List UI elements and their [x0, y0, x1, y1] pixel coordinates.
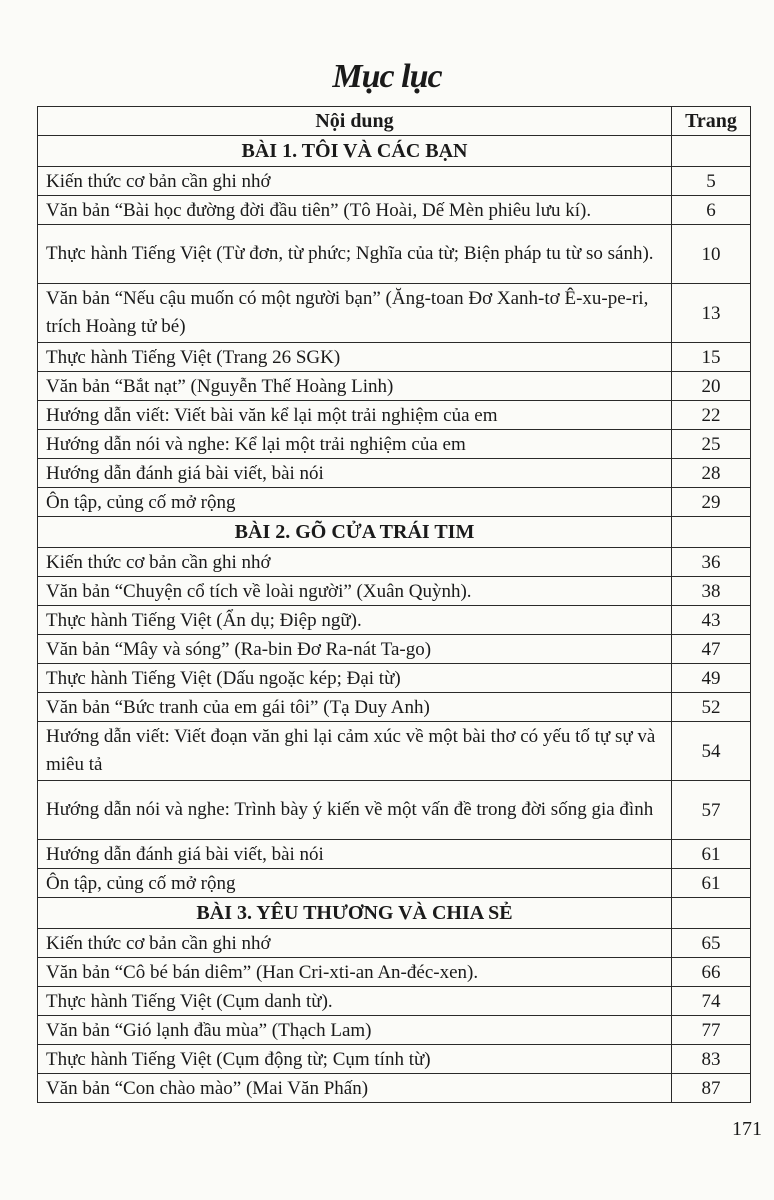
section-heading-1: BÀI 1. TÔI VÀ CÁC BẠN — [38, 136, 672, 167]
section-page-cell — [672, 898, 751, 929]
toc-entry-text: Hướng dẫn đánh giá bài viết, bài nói — [38, 840, 672, 869]
toc-row — [38, 343, 751, 372]
toc-row — [38, 577, 751, 606]
toc-entry-page: 83 — [672, 1045, 751, 1074]
toc-row — [38, 430, 751, 459]
toc-row — [38, 606, 751, 635]
toc-row — [38, 401, 751, 430]
toc-entry-text: Văn bản “Con chào mào” (Mai Văn Phấn) — [38, 1074, 672, 1103]
toc-row — [38, 781, 751, 840]
page-title: Mục lục — [332, 58, 442, 95]
toc-entry-text: Thực hành Tiếng Việt (Ẩn dụ; Điệp ngữ). — [38, 606, 672, 635]
toc-entry-text: Hướng dẫn nói và nghe: Trình bày ý kiến về một vấn đề trong đời sống gia đình — [38, 781, 672, 840]
toc-entry-page: 28 — [672, 459, 751, 488]
toc-entry-page: 20 — [672, 372, 751, 401]
toc-entry-page: 77 — [672, 1016, 751, 1045]
toc-entry-text: Kiến thức cơ bản cần ghi nhớ — [38, 548, 672, 577]
header-page: Trang — [672, 107, 751, 136]
toc-entry-text: Ôn tập, củng cố mở rộng — [38, 488, 672, 517]
toc-row — [38, 225, 751, 284]
toc-entry-page: 65 — [672, 929, 751, 958]
toc-row — [38, 1016, 751, 1045]
toc-row — [38, 284, 751, 343]
toc-entry-text: Ôn tập, củng cố mở rộng — [38, 869, 672, 898]
toc-row — [38, 488, 751, 517]
toc-entry-page: 36 — [672, 548, 751, 577]
section-heading-2: BÀI 2. GÕ CỬA TRÁI TIM — [38, 517, 672, 548]
toc-entry-page: 5 — [672, 167, 751, 196]
toc-row — [38, 196, 751, 225]
toc-entry-text: Hướng dẫn viết: Viết đoạn văn ghi lại cảm xúc về một bài thơ có yếu tố tự sự và miêu tả — [38, 722, 672, 781]
page-number: 171 — [732, 1118, 762, 1140]
toc-entry-text: Văn bản “Bức tranh của em gái tôi” (Tạ Duy Anh) — [38, 693, 672, 722]
toc-entry-page: 66 — [672, 958, 751, 987]
toc-entry-page: 22 — [672, 401, 751, 430]
section-heading-3: BÀI 3. YÊU THƯƠNG VÀ CHIA SẺ — [38, 898, 672, 929]
section-page-cell — [672, 136, 751, 167]
toc-entry-page: 61 — [672, 869, 751, 898]
toc-row — [38, 167, 751, 196]
toc-entry-text: Văn bản “Gió lạnh đầu mùa” (Thạch Lam) — [38, 1016, 672, 1045]
toc-row — [38, 372, 751, 401]
toc-entry-page: 43 — [672, 606, 751, 635]
toc-entry-text: Thực hành Tiếng Việt (Trang 26 SGK) — [38, 343, 672, 372]
toc-row — [38, 958, 751, 987]
toc-entry-page: 49 — [672, 664, 751, 693]
section-row — [38, 136, 751, 167]
toc-row — [38, 693, 751, 722]
header-content: Nội dung — [38, 107, 672, 136]
toc-row — [38, 635, 751, 664]
toc-entry-text: Kiến thức cơ bản cần ghi nhớ — [38, 929, 672, 958]
toc-entry-page: 61 — [672, 840, 751, 869]
toc-row — [38, 987, 751, 1016]
toc-entry-text: Văn bản “Bài học đường đời đầu tiên” (Tô Hoài, Dế Mèn phiêu lưu kí). — [38, 196, 672, 225]
toc-entry-text: Thực hành Tiếng Việt (Dấu ngoặc kép; Đại từ) — [38, 664, 672, 693]
toc-entry-page: 6 — [672, 196, 751, 225]
toc-entry-text: Văn bản “Cô bé bán diêm” (Han Cri-xti-an An-đéc-xen). — [38, 958, 672, 987]
toc-row — [38, 840, 751, 869]
section-row — [38, 517, 751, 548]
section-page-cell — [672, 517, 751, 548]
toc-entry-text: Thực hành Tiếng Việt (Cụm danh từ). — [38, 987, 672, 1016]
toc-entry-page: 29 — [672, 488, 751, 517]
toc-entry-page: 74 — [672, 987, 751, 1016]
toc-entry-page: 57 — [672, 781, 751, 840]
toc-entry-page: 13 — [672, 284, 751, 343]
toc-entry-text: Văn bản “Chuyện cổ tích về loài người” (Xuân Quỳnh). — [38, 577, 672, 606]
toc-entry-text: Hướng dẫn đánh giá bài viết, bài nói — [38, 459, 672, 488]
toc-row — [38, 664, 751, 693]
toc-entry-text: Văn bản “Nếu cậu muốn có một người bạn” (Ăng-toan Đơ Xanh-tơ Ê-xu-pe-ri, trích Hoàng tử bé) — [38, 284, 672, 343]
toc-table — [37, 106, 751, 1103]
toc-entry-text: Thực hành Tiếng Việt (Từ đơn, từ phức; Nghĩa của từ; Biện pháp tu từ so sánh). — [38, 225, 672, 284]
toc-entry-page: 25 — [672, 430, 751, 459]
toc-row — [38, 548, 751, 577]
toc-entry-page: 15 — [672, 343, 751, 372]
toc-entry-page: 47 — [672, 635, 751, 664]
toc-entry-page: 38 — [672, 577, 751, 606]
toc-entry-text: Hướng dẫn viết: Viết bài văn kể lại một trải nghiệm của em — [38, 401, 672, 430]
toc-row — [38, 929, 751, 958]
toc-entry-text: Văn bản “Mây và sóng” (Ra-bin Đơ Ra-nát Ta-go) — [38, 635, 672, 664]
toc-entry-text: Kiến thức cơ bản cần ghi nhớ — [38, 167, 672, 196]
toc-entry-page: 10 — [672, 225, 751, 284]
toc-row — [38, 869, 751, 898]
section-row — [38, 898, 751, 929]
toc-entry-page: 54 — [672, 722, 751, 781]
toc-row — [38, 1074, 751, 1103]
toc-entry-text: Thực hành Tiếng Việt (Cụm động từ; Cụm tính từ) — [38, 1045, 672, 1074]
toc-entry-text: Hướng dẫn nói và nghe: Kể lại một trải nghiệm của em — [38, 430, 672, 459]
toc-row — [38, 722, 751, 781]
toc-header-row — [38, 107, 751, 136]
toc-row — [38, 1045, 751, 1074]
toc-entry-text: Văn bản “Bắt nạt” (Nguyễn Thế Hoàng Linh) — [38, 372, 672, 401]
toc-entry-page: 87 — [672, 1074, 751, 1103]
toc-row — [38, 459, 751, 488]
toc-entry-page: 52 — [672, 693, 751, 722]
